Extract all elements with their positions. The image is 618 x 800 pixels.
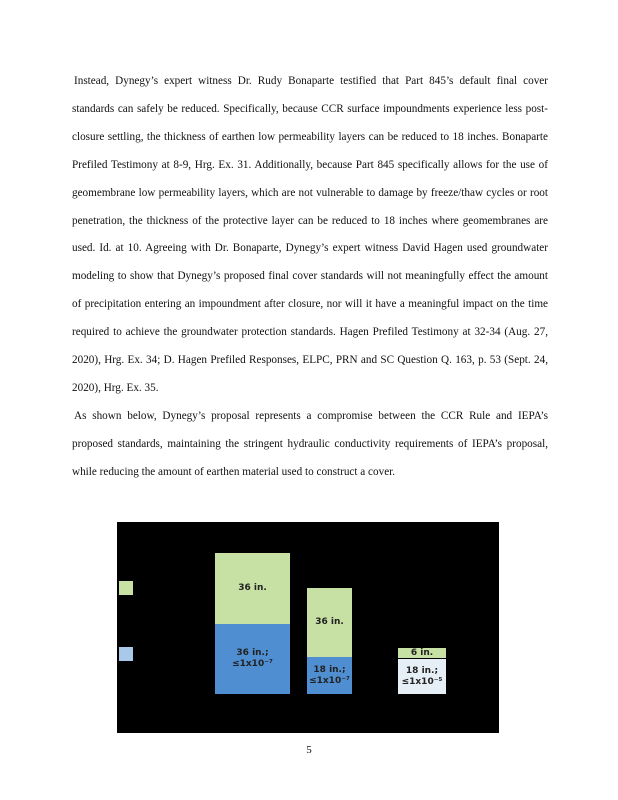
bar-3-low-permeability-layer xyxy=(398,659,446,694)
legend-swatch-low-permeability-layer xyxy=(119,647,133,661)
page-number: 5 xyxy=(306,744,312,756)
bar-3-top-label: 6 in. xyxy=(410,647,434,658)
paragraph: As shown below, Dynegy’s proposal represents a compromise between the CCR Rule and IEPA’s proposed standards, maintaining the stringent hydraulic conductivity requirements of IEPA’s proposal, while reducing the amount of earthen material used to construct a cover. xyxy=(72,409,548,478)
bar-1-bottom-sublabel: ≤1x10⁻⁷ xyxy=(232,659,273,669)
bar-2-bottom-sublabel: ≤1x10⁻⁷ xyxy=(309,675,350,686)
bar-1-top-label: 36 in. xyxy=(238,583,267,593)
bar-2-bottom-label: 18 in.; xyxy=(313,664,346,675)
bar-2-top-label: 36 in. xyxy=(315,617,344,627)
bar-1-bottom-label: 36 in.; xyxy=(236,648,269,658)
cover-comparison-figure xyxy=(117,522,499,733)
bar-3-protective-layer xyxy=(398,648,446,658)
bar-2-low-permeability-layer xyxy=(307,657,352,694)
bar-3-bottom-sublabel: ≤1x10⁻⁵ xyxy=(401,676,443,687)
bar-1-low-permeability-layer xyxy=(215,624,290,694)
bar-2-protective-layer xyxy=(307,588,352,657)
legend-swatch-protective-layer xyxy=(119,581,133,595)
body-text xyxy=(72,68,548,487)
bar-3-bottom-label: 18 in.; xyxy=(405,665,439,676)
bar-1-protective-layer xyxy=(215,553,290,624)
paragraph: Instead, Dynegy’s expert witness Dr. Rudy Bonaparte testified that Part 845’s default final cover standards can safely be reduced. Specifically, because CCR surface impoundments experience less post-closure settling, the thickness of earthen low permeability layers can be reduced to 18 inches. Bonaparte Prefiled Testimony at 8-9, Hrg. Ex. 31. Additionally, because Part 845 specifically allows for the use of geomembrane low permeability layers, which are not vulnerable to damage by freeze/thaw cycles or root penetration, the thickness of the protective layer can be reduced to 18 inches where geomembranes are used. Id. at 10. Agreeing with Dr. Bonaparte, Dynegy’s expert witness David Hagen used groundwater modeling to show that Dynegy’s proposed final cover standards will not meaningfully effect the amount of precipitation entering an impoundment after closure, nor will it have a meaningful impact on the time required to achieve the groundwater protection standards. Hagen Prefiled Testimony at 32-34 (Aug. 27, 2020), Hrg. Ex. 34; D. Hagen Prefiled Responses, ELPC, PRN and SC Question Q. 163, p. 53 (Sept. 24, 2020), Hrg. Ex. 35. xyxy=(72,75,548,394)
